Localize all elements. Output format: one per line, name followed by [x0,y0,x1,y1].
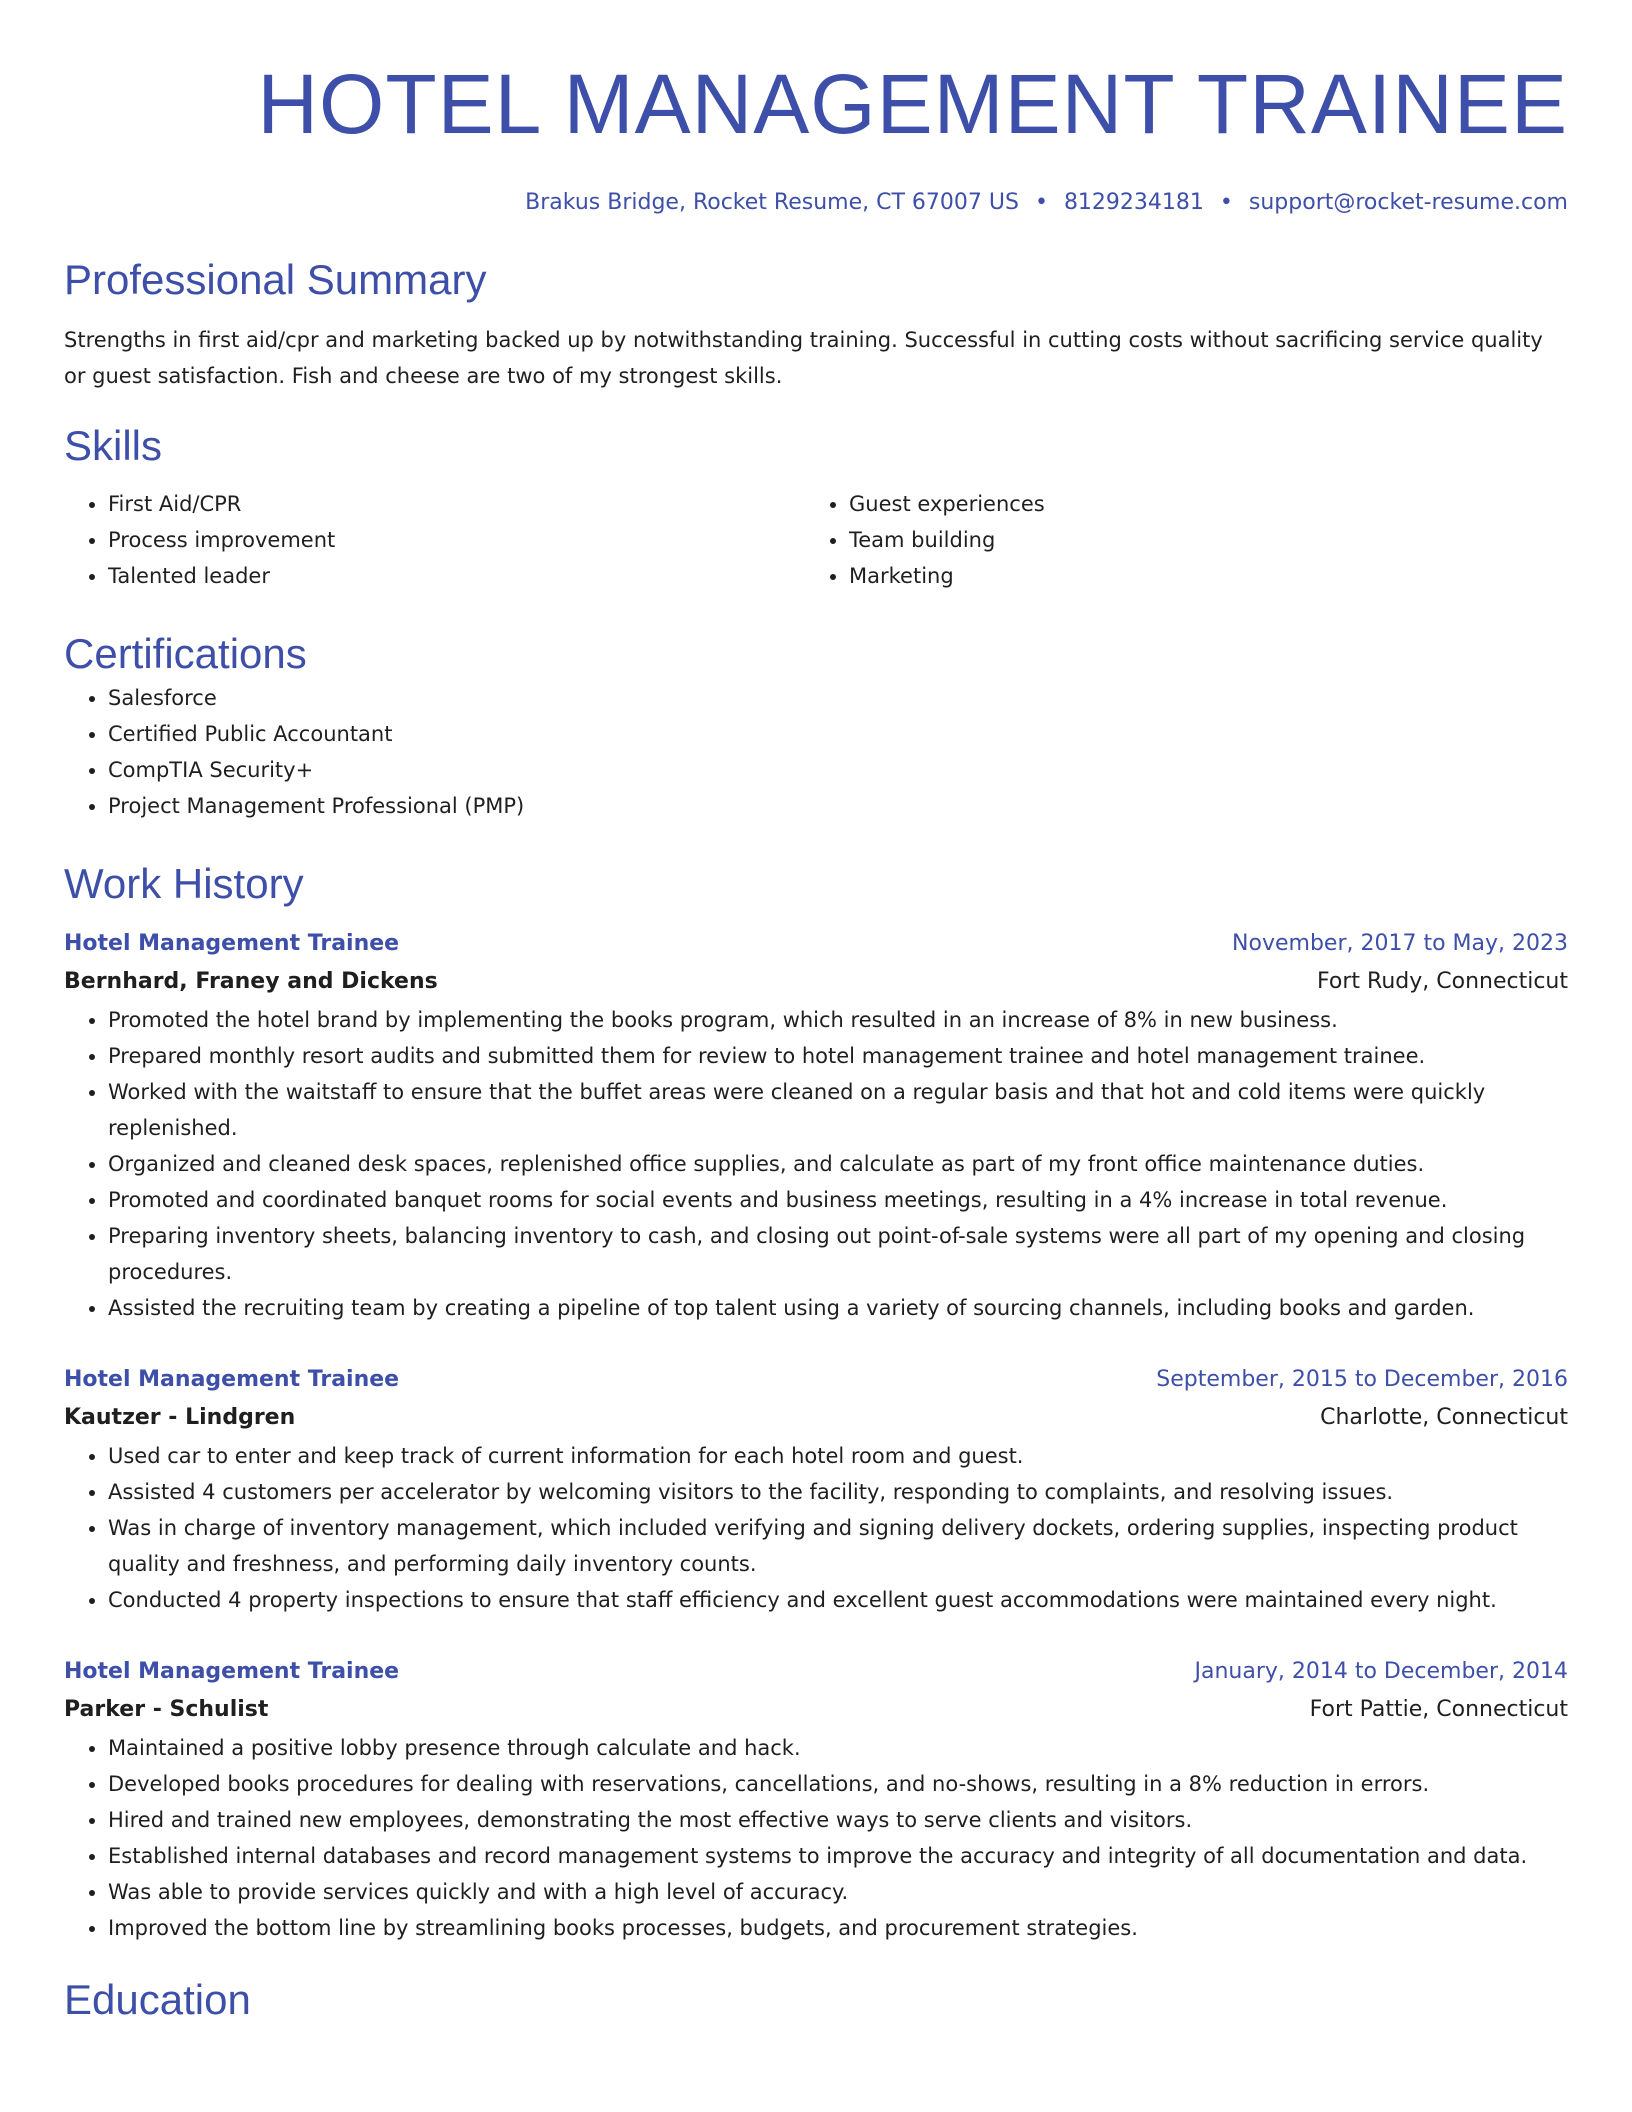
job-bullet: • Improved the bottom line by streamlining books processes, budgets, and procurement strategies. [108,1910,1568,1946]
job-header-row [64,1654,1568,1690]
job-bullet: • Assisted 4 customers per accelerator by welcoming visitors to the facility, responding to complaints, and resolving issues. [108,1474,1568,1510]
contact-line [64,188,1568,218]
certification-item: • Salesforce [108,680,1568,716]
job-bullet: • Promoted the hotel brand by implementing the books program, which resulted in an increase of 8% in new business. [108,1002,1568,1038]
job-bullet: • Organized and cleaned desk spaces, replenished office supplies, and calculate as part of my front office maintenance duties. [108,1146,1568,1182]
certification-item: • Certified Public Accountant [108,716,1568,752]
job-bullet: • Was in charge of inventory management, which included verifying and signing delivery dockets, ordering supplies, inspecting product quality and freshness, and performing daily inventory counts. [108,1510,1568,1582]
certifications-list [64,680,1568,824]
skills-list-left [64,486,805,594]
skills-list-right [805,486,1546,594]
summary-heading: Professional Summary [64,256,487,303]
resume-name: HOTEL MANAGEMENT TRAINEE [257,57,1568,151]
skill-item: • First Aid/CPR [108,486,805,522]
certification-item: • CompTIA Security+ [108,752,1568,788]
education-heading: Education [64,1976,251,2023]
job-company-row [64,962,1568,1002]
job-bullets [64,1730,1568,1946]
job-location: Charlotte, Connecticut [1320,1405,1568,1430]
job-title: Hotel Management Trainee [64,1367,400,1392]
job-header-row [64,1362,1568,1398]
job-entry [64,1362,1568,1618]
job-bullet: • Promoted and coordinated banquet rooms for social events and business meetings, resulting in a 4% increase in total revenue. [108,1182,1568,1218]
job-title: Hotel Management Trainee [64,1659,400,1684]
job-dates: September, 2015 to December, 2016 [1156,1367,1568,1392]
job-bullets [64,1438,1568,1618]
job-entry [64,926,1568,1326]
job-bullet: • Hired and trained new employees, demonstrating the most effective ways to serve clients and visitors. [108,1802,1568,1838]
contact-separator: • [1219,190,1233,215]
skill-item: • Marketing [849,558,1546,594]
job-company: Kautzer - Lindgren [64,1405,296,1430]
job-company: Bernhard, Franey and Dickens [64,969,438,994]
job-company: Parker - Schulist [64,1697,269,1722]
skill-item: • Team building [849,522,1546,558]
job-header-row [64,926,1568,962]
summary-text: Strengths in first aid/cpr and marketing backed up by notwithstanding training. Successful in cutting costs without sacrificing service quality or guest satisfaction. Fish and cheese are two of my strongest skills. [64,328,1543,388]
contact-email[interactable]: support@rocket-resume.com [1248,190,1568,215]
job-bullet: • Preparing inventory sheets, balancing inventory to cash, and closing out point-of-sale systems were all part of my opening and closing procedures. [108,1218,1568,1290]
certifications-heading: Certifications [64,630,307,677]
job-bullet: • Worked with the waitstaff to ensure that the buffet areas were cleaned on a regular basis and that hot and cold items were quickly replenished. [108,1074,1568,1146]
skills-grid [64,486,1568,594]
contact-phone: 8129234181 [1063,190,1204,215]
job-bullet: • Was able to provide services quickly and with a high level of accuracy. [108,1874,1568,1910]
skill-item: • Process improvement [108,522,805,558]
job-bullet: • Established internal databases and record management systems to improve the accuracy and integrity of all documentation and data. [108,1838,1568,1874]
job-bullet: • Prepared monthly resort audits and submitted them for review to hotel management trainee and hotel management trainee. [108,1038,1568,1074]
job-company-row [64,1690,1568,1730]
job-entry [64,1654,1568,1946]
job-bullet: • Maintained a positive lobby presence through calculate and hack. [108,1730,1568,1766]
skills-column-left [64,486,805,594]
job-dates: November, 2017 to May, 2023 [1232,931,1568,956]
job-bullet: • Assisted the recruiting team by creating a pipeline of top talent using a variety of sourcing channels, including books and garden. [108,1290,1568,1326]
job-title: Hotel Management Trainee [64,931,400,956]
job-location: Fort Rudy, Connecticut [1317,969,1568,994]
contact-separator: • [1034,190,1048,215]
certification-item: • Project Management Professional (PMP) [108,788,1568,824]
skill-item: • Guest experiences [849,486,1546,522]
skills-column-right [805,486,1546,594]
work-history-heading: Work History [64,860,304,907]
skill-item: • Talented leader [108,558,805,594]
contact-address: Brakus Bridge, Rocket Resume, CT 67007 US [525,190,1019,215]
job-bullets [64,1002,1568,1326]
job-dates: January, 2014 to December, 2014 [1194,1659,1568,1684]
job-bullet: • Developed books procedures for dealing with reservations, cancellations, and no-shows, resulting in a 8% reduction in errors. [108,1766,1568,1802]
skills-heading: Skills [64,422,163,469]
job-company-row [64,1398,1568,1438]
job-location: Fort Pattie, Connecticut [1309,1697,1568,1722]
job-bullet: • Conducted 4 property inspections to ensure that staff efficiency and excellent guest accommodations were maintained every night. [108,1582,1568,1618]
job-bullet: • Used car to enter and keep track of current information for each hotel room and guest. [108,1438,1568,1474]
